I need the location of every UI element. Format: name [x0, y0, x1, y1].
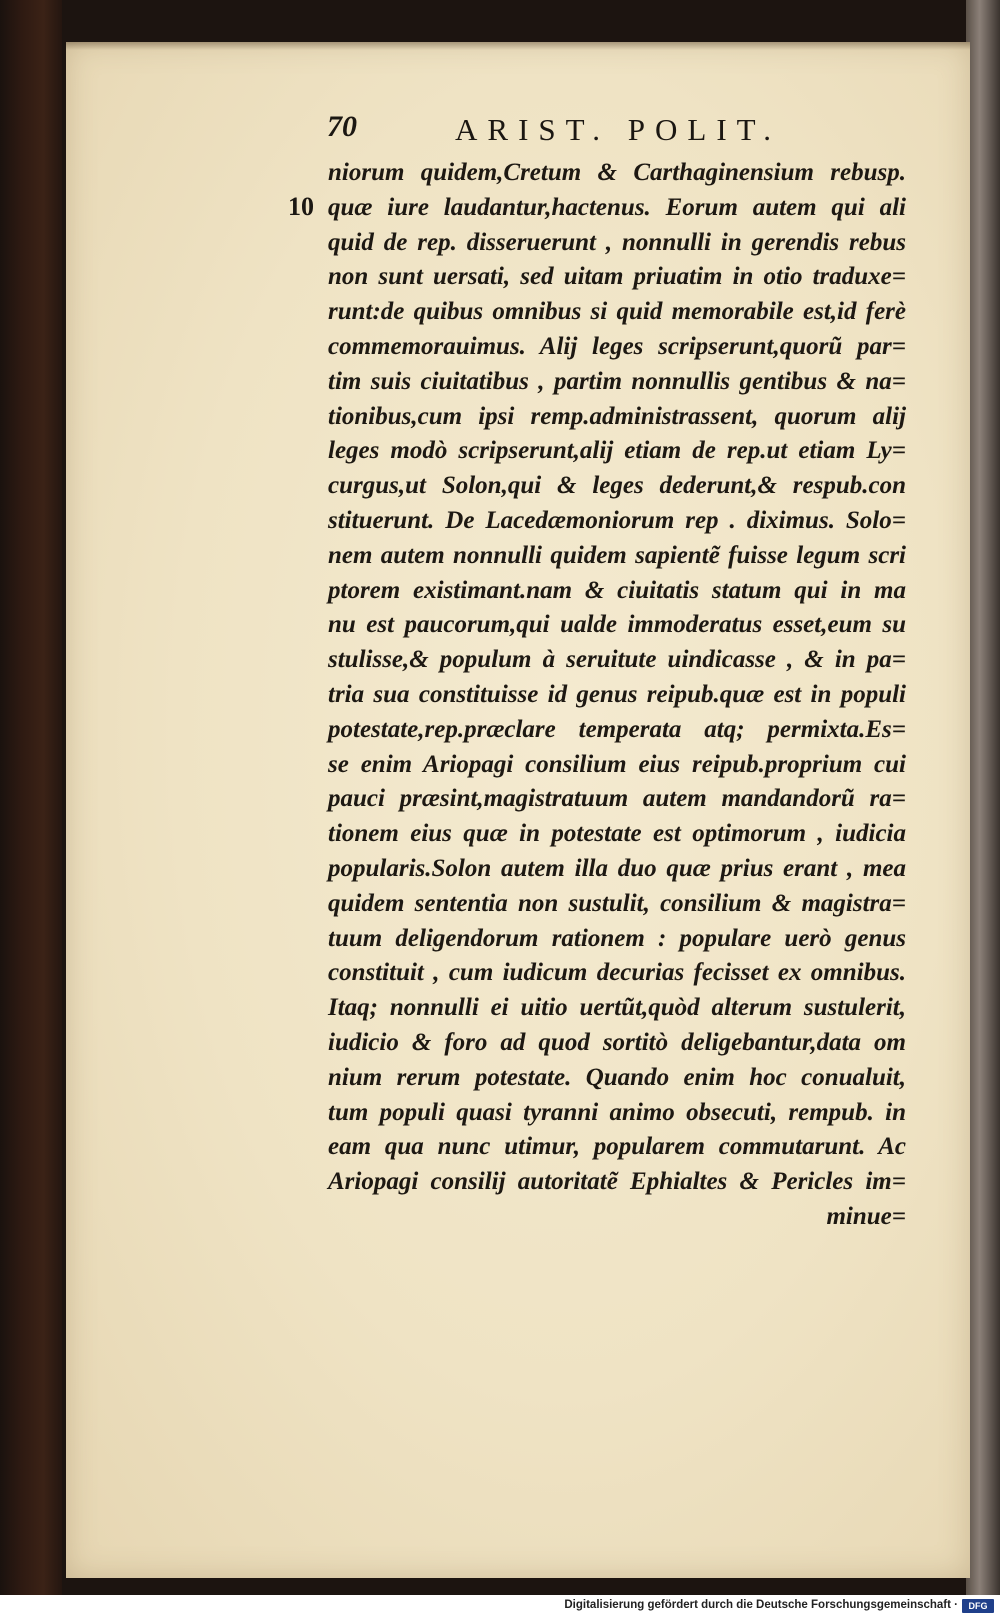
text-line: stulisse,& populum à seruitute uindicasse , & in pa=: [328, 646, 906, 674]
text-line: eam qua nunc utimur, popularem commutarunt. Ac: [328, 1133, 906, 1161]
page-edge: [966, 0, 1000, 1595]
text-line: potestate,rep.præclare temperata atq; permixta.Es=: [328, 715, 906, 743]
text-line: se enim Ariopagi consilium eius reipub.proprium cui: [328, 750, 906, 778]
text-line: tionem eius quæ in potestate est optimorum , iudicia: [328, 820, 906, 848]
text-line: Ariopagi consilij autoritatẽ Ephialtes & Pericles im=: [328, 1168, 906, 1196]
text-line: pauci præsint,magistratuum autem mandandorũ ra=: [328, 785, 906, 813]
running-head: ARIST. POLIT.: [455, 112, 782, 147]
page-number: 70: [327, 110, 357, 143]
text-line: niorum quidem,Cretum & Carthaginensium rebusp.: [328, 159, 906, 186]
text-line: quid de rep. disseruerunt , nonnulli in gerendis rebus: [328, 228, 906, 256]
book-binding: [0, 0, 62, 1595]
dfg-logo: DFG: [962, 1599, 994, 1613]
margin-line-number: 10: [288, 192, 314, 221]
funding-credit: Digitalisierung gefördert durch die Deutsche Forschungsgemeinschaft ·: [564, 1599, 958, 1611]
text-line: tum populi quasi tyranni animo obsecuti, rempub. in: [328, 1098, 906, 1126]
text-line: ptorem existimant.nam & ciuitatis statum qui in ma: [328, 576, 906, 604]
text-line: nium rerum potestate. Quando enim hoc conualuit,: [328, 1063, 906, 1091]
text-line: minue=: [826, 1202, 906, 1230]
text-line: constituit , cum iudicum decurias fecisset ex omnibus.: [328, 959, 906, 987]
text-line: tria sua constituisse id genus reipub.quæ est in populi: [328, 680, 906, 708]
page-header: [327, 110, 797, 150]
text-line: tuum deligendorum rationem : populare uerò genus: [328, 924, 906, 952]
text-line: quidem sententia non sustulit, consilium & magistra=: [328, 889, 906, 917]
body-text: [328, 156, 906, 1235]
text-line: non sunt uersati, sed uitam priuatim in otio traduxe=: [328, 263, 906, 291]
text-line: stituerunt. De Lacedæmoniorum rep . diximus. Solo=: [328, 506, 906, 534]
text-line: iudicio & foro ad quod sortitò deligebantur,data om: [328, 1028, 906, 1056]
text-line: quæ iure laudantur,hactenus. Eorum autem qui ali: [328, 193, 906, 221]
text-line: commemorauimus. Alij leges scripserunt,quorũ par=: [328, 332, 906, 360]
text-line: Itaq; nonnulli ei uitio uertũt,quòd alterum sustulerit,: [328, 994, 906, 1022]
digitization-footer: [0, 1595, 1000, 1617]
text-line: tim suis ciuitatibus , partim nonnullis gentibus & na=: [328, 367, 906, 395]
text-line: leges modò scripserunt,alij etiam de rep.ut etiam Ly=: [328, 437, 906, 465]
text-line: nem autem nonnulli quidem sapientẽ fuisse legum scri: [328, 541, 906, 569]
text-line: popularis.Solon autem illa duo quæ prius erant , mea: [328, 854, 906, 882]
text-line: nu est paucorum,qui ualde immoderatus esset,eum su: [328, 611, 906, 639]
text-line: tionibus,cum ipsi remp.administrassent, quorum alij: [328, 402, 906, 430]
page-shadow: [66, 42, 970, 50]
text-line: curgus,ut Solon,qui & leges dederunt,& respub.con: [328, 472, 906, 500]
text-line: runt:de quibus omnibus si quid memorabile est,id ferè: [328, 298, 906, 326]
